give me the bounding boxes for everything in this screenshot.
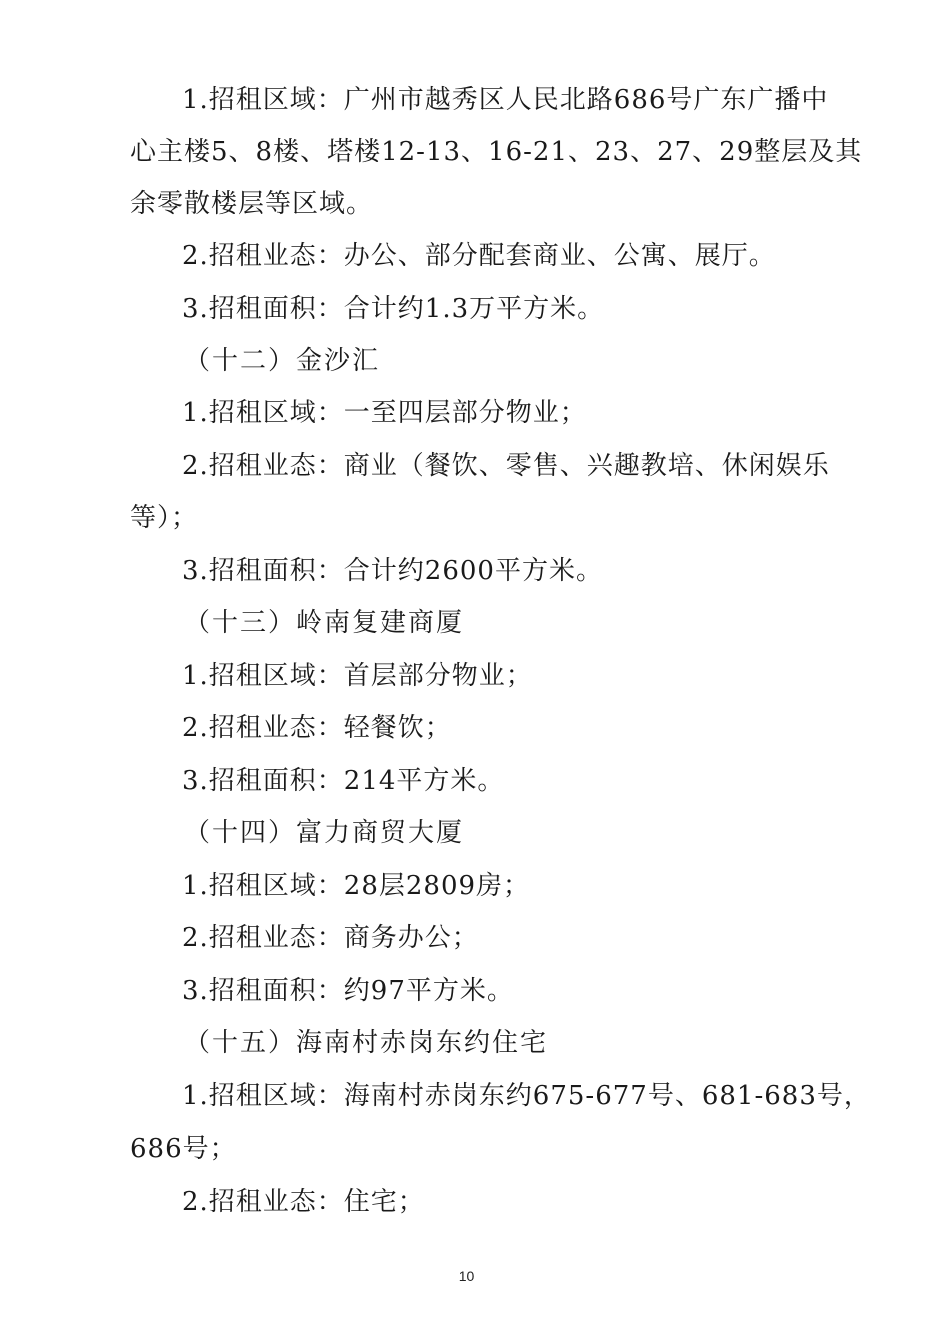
text-line-4: 2.招租业态：办公、部分配套商业、公寓、展厅。 bbox=[182, 241, 776, 271]
text-line-9: 等）； bbox=[130, 503, 199, 533]
text-line-17: 2.招租业态：商务办公； bbox=[182, 923, 479, 953]
text-line-1: 1.招租区域：广州市越秀区人民北路686号广东广播中 bbox=[182, 85, 829, 115]
text-line-7: 1.招租区域：一至四层部分物业； bbox=[182, 398, 587, 428]
text-line-21: 686号； bbox=[130, 1134, 237, 1164]
text-line-20: 1.招租区域：海南村赤岗东约675-677号、681-683号， bbox=[182, 1081, 871, 1111]
text-line-18: 3.招租面积：约97平方米。 bbox=[182, 976, 514, 1006]
text-line-16: 1.招租区域：28层2809房； bbox=[182, 871, 531, 901]
text-line-14: 3.招租面积：214平方米。 bbox=[182, 766, 505, 796]
text-line-5: 3.招租面积：合计约1.3万平方米。 bbox=[182, 294, 605, 324]
section-heading-13: （十三）岭南复建商厦 bbox=[184, 608, 465, 638]
text-line-10: 3.招租面积：合计约2600平方米。 bbox=[182, 556, 603, 586]
text-line-3: 余零散楼层等区域。 bbox=[130, 189, 374, 219]
text-line-8: 2.招租业态：商业（餐饮、零售、兴趣教培、休闲娱乐 bbox=[182, 451, 830, 481]
text-line-22: 2.招租业态：住宅； bbox=[182, 1187, 425, 1217]
page-number: 10 bbox=[458, 1268, 475, 1284]
section-heading-12: （十二）金沙汇 bbox=[184, 346, 381, 376]
text-line-12: 1.招租区域：首层部分物业； bbox=[182, 661, 533, 691]
section-heading-14: （十四）富力商贸大厦 bbox=[184, 818, 465, 848]
text-line-13: 2.招租业态：轻餐饮； bbox=[182, 713, 452, 743]
text-line-2: 心主楼5、8楼、塔楼12-13、16-21、23、27、29整层及其 bbox=[130, 137, 863, 167]
section-heading-15: （十五）海南村赤岗东约住宅 bbox=[184, 1028, 549, 1058]
